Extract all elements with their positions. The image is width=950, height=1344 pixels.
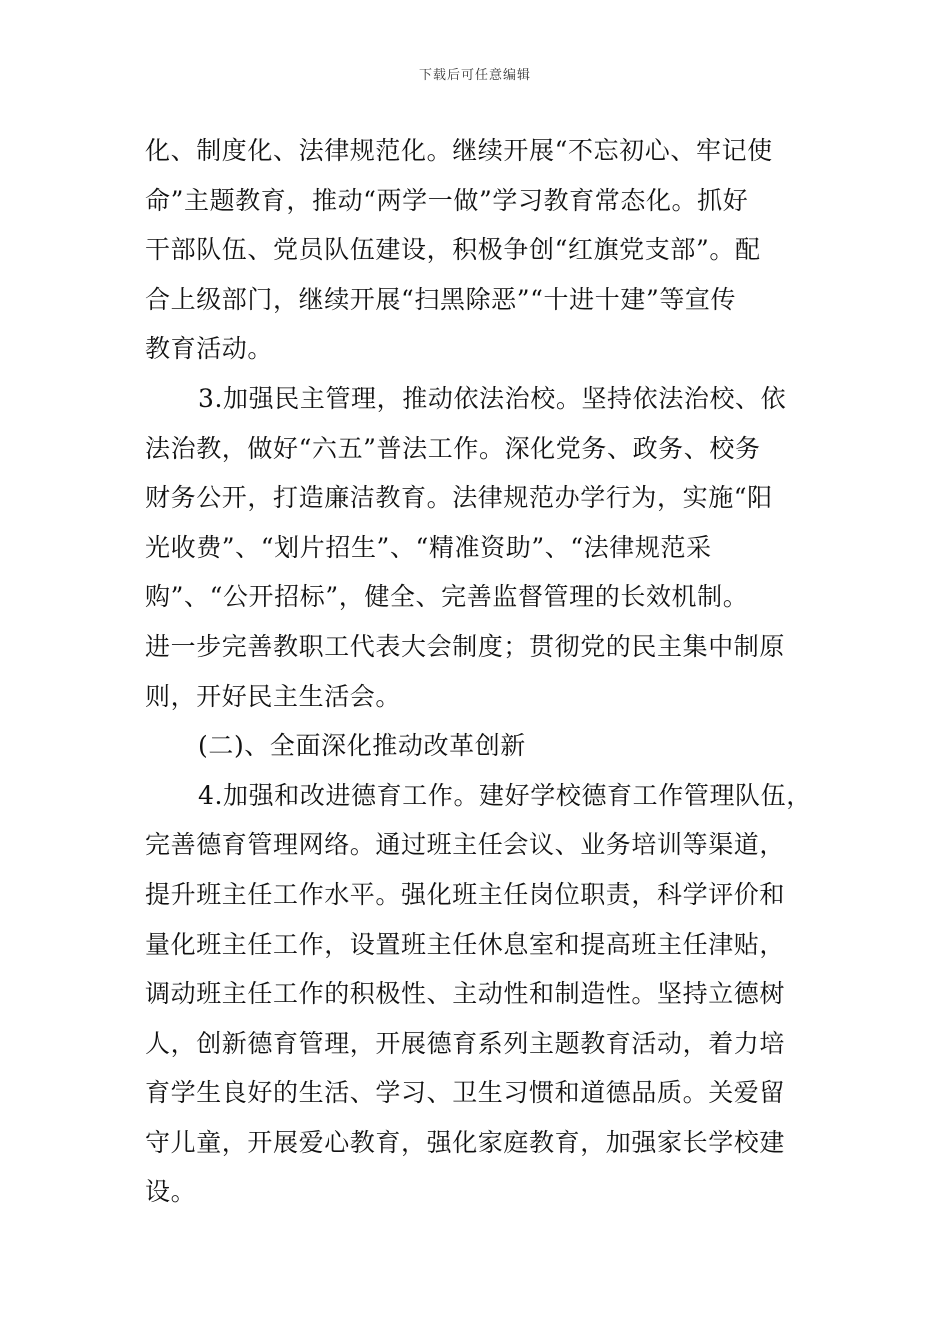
text-line: 育学生良好的生活、学习、卫生习惯和道德品质。关爱留 <box>145 1078 786 1108</box>
text-line: 干部队伍、党员队伍建设，积极争创“红旗党支部”。配 <box>145 235 761 265</box>
text-line: 完善德育管理网络。通过班主任会议、业务培训等渠道， <box>145 830 786 860</box>
text-line: 教育活动。 <box>145 334 274 364</box>
text-line: 调动班主任工作的积极性、主动性和制造性。坚持立德树 <box>145 979 786 1009</box>
text-line: 合上级部门，继续开展“扫黑除恶”“十进十建”等宣传 <box>145 284 737 314</box>
text-line: 光收费”、“划片招生”、“精准资助”、“法律规范采 <box>145 532 712 562</box>
section-heading: (二)、全面深化推动改革创新 <box>198 731 526 761</box>
text-line: 进一步完善教职工代表大会制度；贯彻党的民主集中制原 <box>145 631 786 661</box>
paragraph-4-heading-line: 4.加强和改进德育工作。建好学校德育工作管理队伍， <box>198 780 812 810</box>
text-line: 购”、“公开招标”，健全、完善监督管理的长效机制。 <box>145 582 749 612</box>
text-line: 设。 <box>145 1177 197 1207</box>
text-line: 人，创新德育管理，开展德育系列主题教育活动，着力培 <box>145 1028 786 1058</box>
paragraph-3-heading-line: 3.加强民主管理，推动依法治校。坚持依法治校、依 <box>198 383 787 413</box>
text-line: 法治教，做好“六五”普法工作。深化党务、政务、校务 <box>145 433 761 463</box>
text-line: 财务公开，打造廉洁教育。法律规范办学行为，实施“阳 <box>145 483 773 513</box>
text-line: 命”主题教育，推动“两学一做”学习教育常态化。抓好 <box>145 185 749 215</box>
text-line: 则，开好民主生活会。 <box>145 681 402 711</box>
text-line: 守儿童，开展爱心教育，强化家庭教育，加强家长学校建 <box>145 1127 786 1157</box>
document-body <box>145 126 812 1217</box>
text-line: 量化班主任工作，设置班主任休息室和提高班主任津贴， <box>145 929 786 959</box>
text-line: 化、制度化、法律规范化。继续开展“不忘初心、牢记使 <box>145 136 773 165</box>
page-header: 下载后可任意编辑 <box>418 68 531 83</box>
text-line: 提升班主任工作水平。强化班主任岗位职责，科学评价和 <box>145 879 786 909</box>
